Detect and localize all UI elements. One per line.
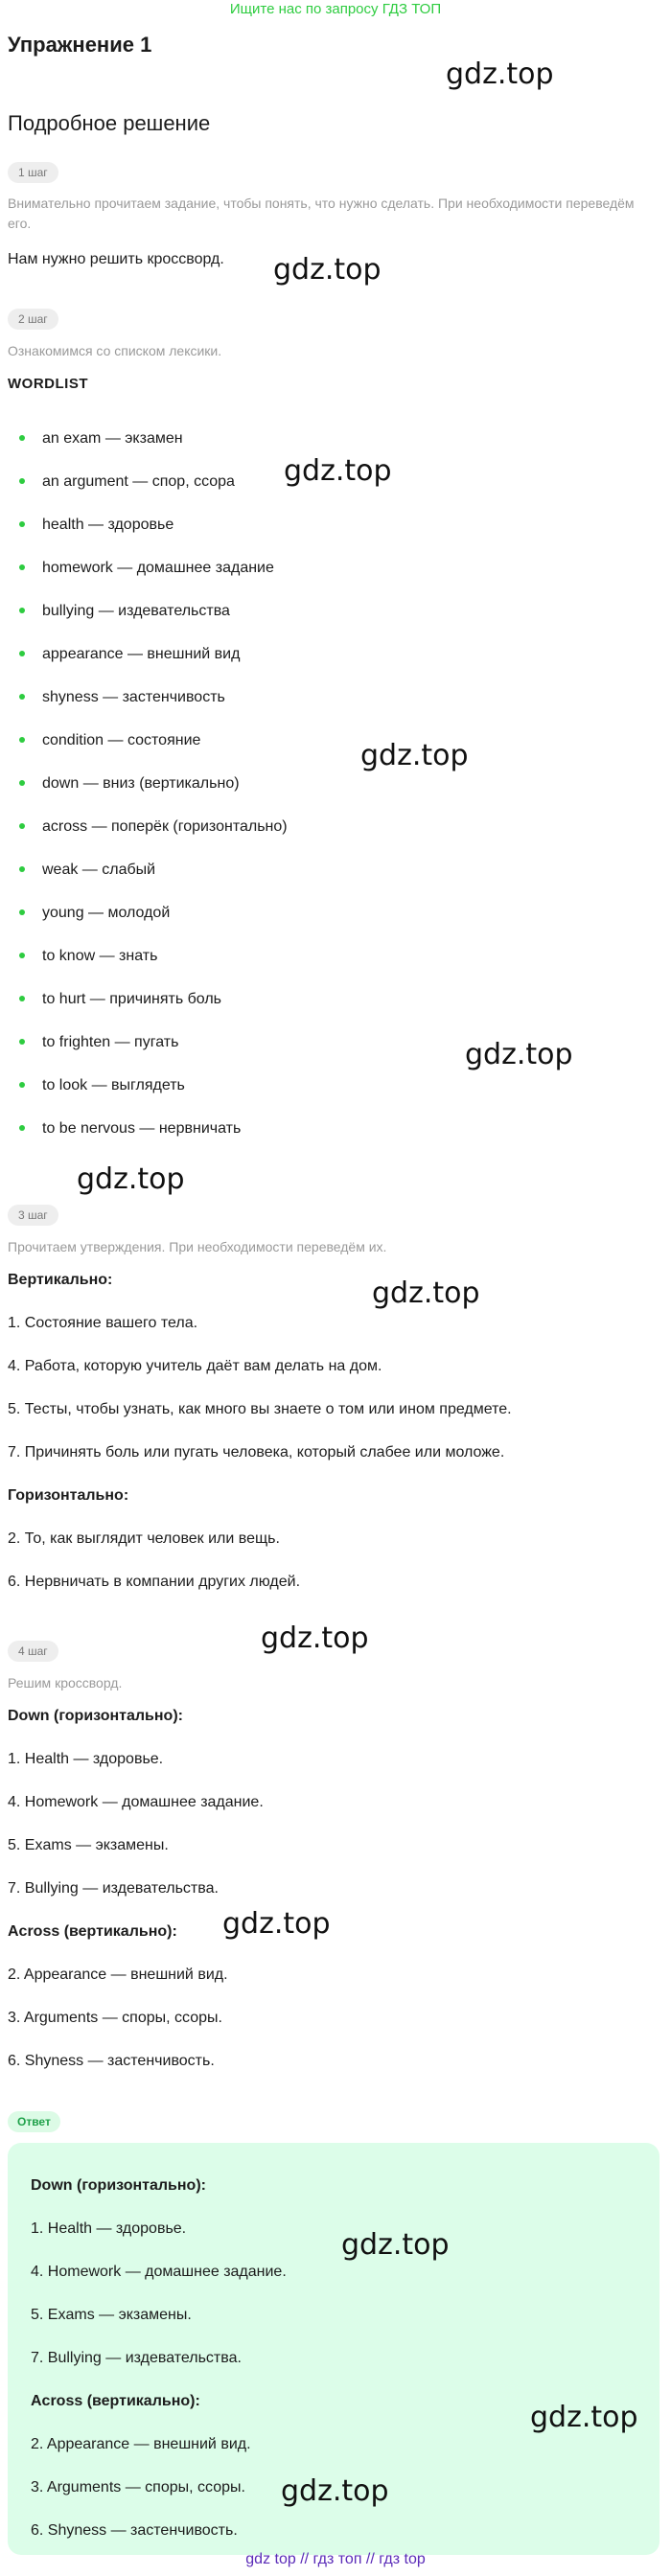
watermark: gdz.top bbox=[77, 1162, 185, 1196]
list-item bbox=[19, 773, 240, 794]
watermark: gdz.top bbox=[341, 2228, 450, 2262]
step-badge: 3 шаг bbox=[8, 1205, 58, 1226]
answer-line: 6. Shyness — застенчивость. bbox=[31, 2522, 238, 2539]
list-item-text: shyness — застенчивость bbox=[42, 689, 225, 705]
watermark: gdz.top bbox=[446, 58, 554, 91]
bullet-icon bbox=[19, 909, 25, 915]
bullet-icon bbox=[19, 1125, 25, 1131]
list-item-text: an exam — экзамен bbox=[42, 430, 183, 447]
step-description: Внимательно прочитаем задание, чтобы понять, что нужно сделать. При необходимости переведём его. bbox=[8, 196, 635, 231]
list-item bbox=[19, 1075, 185, 1096]
solution-line: 3. Arguments — споры, ссоры. bbox=[8, 2010, 222, 2026]
list-item-text: to know — знать bbox=[42, 948, 158, 964]
bullet-icon bbox=[19, 1082, 25, 1088]
list-item-text: to be nervous — нервничать bbox=[42, 1120, 242, 1137]
list-item-text: to hurt — причинять боль bbox=[42, 991, 222, 1007]
horizontal-title: Горизонтально: bbox=[8, 1487, 129, 1504]
bullet-icon bbox=[19, 608, 25, 613]
watermark: gdz.top bbox=[360, 739, 469, 772]
watermark: gdz.top bbox=[261, 1622, 369, 1655]
list-item bbox=[19, 1032, 178, 1053]
down-title: Down (горизонтально): bbox=[31, 2177, 206, 2194]
bullet-icon bbox=[19, 521, 25, 527]
answer-line: 2. Appearance — внешний вид. bbox=[31, 2436, 251, 2452]
list-item bbox=[19, 601, 230, 622]
list-item bbox=[19, 730, 200, 751]
list-item-text: an argument — спор, ссора bbox=[42, 473, 235, 490]
across-title: Across (вертикально): bbox=[31, 2393, 200, 2409]
answer-line: 4. Homework — домашнее задание. bbox=[31, 2264, 287, 2280]
wordlist-title: WORDLIST bbox=[8, 376, 88, 392]
step-text: Нам нужно решить кроссворд. bbox=[8, 251, 224, 267]
answer-line: 1. Health — здоровье. bbox=[31, 2220, 187, 2237]
solution-line: 4. Homework — домашнее задание. bbox=[8, 1794, 264, 1810]
list-item-text: to look — выглядеть bbox=[42, 1077, 185, 1093]
bullet-icon bbox=[19, 953, 25, 958]
watermark: gdz.top bbox=[530, 2401, 638, 2434]
watermark: gdz.top bbox=[284, 454, 392, 488]
list-item bbox=[19, 687, 225, 708]
list-item-text: weak — слабый bbox=[42, 862, 156, 878]
across-title: Across (вертикально): bbox=[8, 1923, 177, 1940]
answer-badge: Ответ bbox=[8, 2111, 60, 2132]
list-item-text: down — вниз (вертикально) bbox=[42, 775, 240, 792]
list-item-text: homework — домашнее задание bbox=[42, 560, 274, 576]
top-banner[interactable]: Ищите нас по запросу ГДЗ ТОП bbox=[229, 1, 442, 17]
step-description: Решим кроссворд. bbox=[8, 1675, 123, 1690]
list-item-text: condition — состояние bbox=[42, 732, 201, 748]
step-badge: 1 шаг bbox=[8, 162, 58, 183]
step-badge: 4 шаг bbox=[8, 1641, 58, 1662]
bullet-icon bbox=[19, 780, 25, 786]
section-title: Подробное решение bbox=[8, 111, 211, 135]
list-item bbox=[19, 816, 288, 838]
solution-line: 5. Exams — экзамены. bbox=[8, 1837, 169, 1853]
list-item-text: bullying — издевательства bbox=[42, 603, 230, 619]
watermark: gdz.top bbox=[281, 2474, 389, 2508]
list-item-text: appearance — внешний вид bbox=[42, 646, 241, 662]
statement: 1. Состояние вашего тела. bbox=[8, 1315, 198, 1331]
statement: 2. То, как выглядит человек или вещь. bbox=[8, 1530, 280, 1547]
bullet-icon bbox=[19, 694, 25, 700]
answer-line: 3. Arguments — споры, ссоры. bbox=[31, 2479, 245, 2496]
answer-line: 7. Bullying — издевательства. bbox=[31, 2350, 242, 2366]
list-item bbox=[19, 903, 170, 924]
step-description: Ознакомимся со списком лексики. bbox=[8, 343, 222, 358]
bullet-icon bbox=[19, 478, 25, 484]
step-description: Прочитаем утверждения. При необходимости переведём их. bbox=[8, 1239, 387, 1254]
solution-line: 2. Appearance — внешний вид. bbox=[8, 1966, 228, 1983]
vertical-title: Вертикально: bbox=[8, 1272, 113, 1288]
solution-line: 6. Shyness — застенчивость. bbox=[8, 2053, 215, 2069]
bullet-icon bbox=[19, 866, 25, 872]
list-item bbox=[19, 946, 157, 967]
list-item bbox=[19, 1118, 241, 1139]
list-item bbox=[19, 428, 183, 449]
watermark: gdz.top bbox=[465, 1038, 573, 1071]
list-item-text: across — поперёк (горизонтально) bbox=[42, 818, 288, 835]
statement: 6. Нервничать в компании других людей. bbox=[8, 1574, 301, 1590]
list-item bbox=[19, 989, 221, 1010]
bullet-icon bbox=[19, 1039, 25, 1045]
watermark: gdz.top bbox=[372, 1276, 480, 1310]
list-item-text: to frighten — пугать bbox=[42, 1034, 179, 1050]
footer-links[interactable]: gdz top // гдз топ // гдз top bbox=[245, 2551, 426, 2567]
watermark: gdz.top bbox=[273, 253, 382, 287]
statement: 4. Работа, которую учитель даёт вам делать на дом. bbox=[8, 1358, 382, 1374]
bullet-icon bbox=[19, 996, 25, 1001]
list-item bbox=[19, 472, 235, 493]
solution-line: 7. Bullying — издевательства. bbox=[8, 1880, 219, 1897]
list-item bbox=[19, 644, 240, 665]
list-item-text: health — здоровье bbox=[42, 517, 174, 533]
watermark: gdz.top bbox=[222, 1907, 331, 1941]
bullet-icon bbox=[19, 823, 25, 829]
bullet-icon bbox=[19, 651, 25, 656]
list-item bbox=[19, 860, 155, 881]
statement: 5. Тесты, чтобы узнать, как много вы знаете о том или ином предмете. bbox=[8, 1401, 512, 1417]
answer-line: 5. Exams — экзамены. bbox=[31, 2307, 192, 2323]
bullet-icon bbox=[19, 435, 25, 441]
bullet-icon bbox=[19, 564, 25, 570]
page-title: Упражнение 1 bbox=[8, 33, 152, 57]
list-item-text: young — молодой bbox=[42, 905, 171, 921]
down-title: Down (горизонтально): bbox=[8, 1708, 183, 1724]
step-badge: 2 шаг bbox=[8, 309, 58, 330]
solution-line: 1. Health — здоровье. bbox=[8, 1751, 164, 1767]
list-item bbox=[19, 515, 174, 536]
statement: 7. Причинять боль или пугать человека, который слабее или моложе. bbox=[8, 1444, 505, 1460]
list-item bbox=[19, 558, 274, 579]
bullet-icon bbox=[19, 737, 25, 743]
